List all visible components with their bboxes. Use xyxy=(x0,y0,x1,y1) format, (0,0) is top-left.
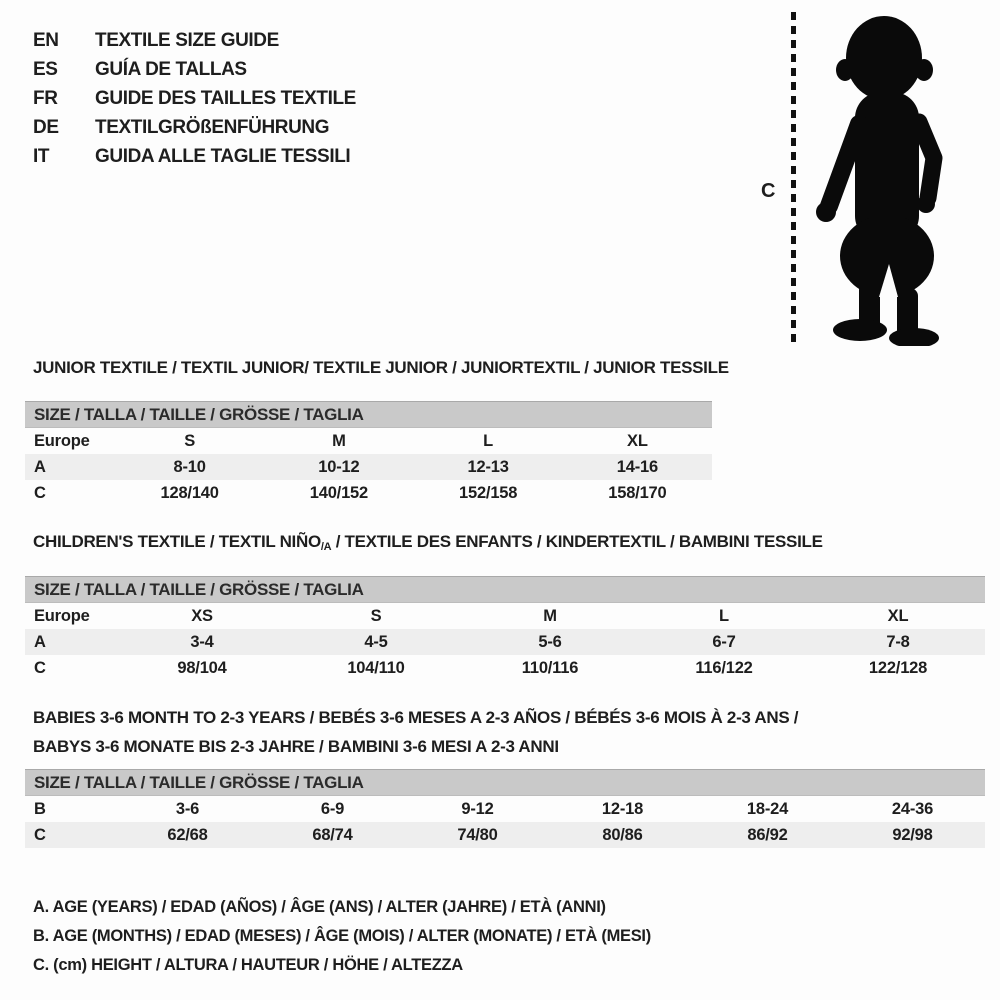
section-title-line1: BABIES 3-6 MONTH TO 2-3 YEARS / BEBÉS 3-6 MESES A 2-3 AÑOS / BÉBÉS 3-6 MOIS À 2-3 ANS / xyxy=(33,708,799,727)
table-row-height xyxy=(25,822,985,848)
section-title-line2: BABYS 3-6 MONATE BIS 2-3 JAHRE / BAMBINI 3-6 MESI A 2-3 ANNI xyxy=(33,737,559,756)
language-code: IT xyxy=(33,145,50,167)
europe-label: Europe xyxy=(34,606,90,625)
size-header-label: SIZE / TALLA / TAILLE / GRÖSSE / TAGLIA xyxy=(34,579,364,599)
legend-line-c: C. (cm) HEIGHT / ALTURA / HAUTEUR / HÖHE / ALTEZZA xyxy=(33,956,463,974)
age-value: 14-16 xyxy=(616,457,658,476)
size-column: XL xyxy=(627,431,648,450)
row-label: C xyxy=(34,483,46,502)
size-header-bar xyxy=(25,769,985,796)
language-title: TEXTILGRÖßENFÜHRUNG xyxy=(95,116,330,138)
legend-line-a: A. AGE (YEARS) / EDAD (AÑOS) / ÂGE (ANS) / ALTER (JAHRE) / ETÀ (ANNI) xyxy=(33,898,606,916)
language-title: GUIDA ALLE TAGLIE TESSILI xyxy=(95,145,351,167)
size-header-label: SIZE / TALLA / TAILLE / GRÖSSE / TAGLIA xyxy=(34,404,364,424)
section-title-babies xyxy=(33,703,833,761)
size-column: L xyxy=(719,606,729,625)
section-title-part: CHILDREN'S TEXTILE / TEXTIL NIÑO xyxy=(33,532,321,551)
table-row-age xyxy=(25,454,712,480)
size-column: S xyxy=(370,606,382,625)
height-value: 116/122 xyxy=(695,658,753,677)
language-row-fr xyxy=(33,84,356,113)
age-value: 12-18 xyxy=(601,799,644,818)
section-title-part: / TEXTILE DES ENFANTS / KINDERTEXTIL / BAMBINI TESSILE xyxy=(331,532,823,551)
babies-size-table xyxy=(25,769,985,848)
language-title: GUÍA DE TALLAS xyxy=(95,58,247,80)
age-value: 6-7 xyxy=(712,632,736,651)
children-size-table xyxy=(25,576,985,681)
height-value: 62/68 xyxy=(167,825,208,844)
language-row-es xyxy=(33,55,356,84)
table-row-height xyxy=(25,480,712,506)
age-value: 3-6 xyxy=(175,799,200,818)
age-value: 3-4 xyxy=(190,632,214,651)
language-code: FR xyxy=(33,87,58,109)
height-value: 122/128 xyxy=(868,658,928,677)
age-value: 24-36 xyxy=(891,799,934,818)
table-row-age-months xyxy=(25,796,985,822)
size-column: L xyxy=(483,431,494,450)
age-value: 5-6 xyxy=(538,632,562,651)
section-title-junior: JUNIOR TEXTILE / TEXTIL JUNIOR/ TEXTILE JUNIOR / JUNIORTEXTIL / JUNIOR TESSILE xyxy=(33,358,729,377)
europe-label: Europe xyxy=(34,431,90,450)
size-column: XS xyxy=(191,606,213,625)
age-value: 9-12 xyxy=(461,799,494,818)
junior-size-table xyxy=(25,401,712,506)
age-value: 6-9 xyxy=(320,799,345,818)
row-label: B xyxy=(34,799,46,818)
height-value: 152/158 xyxy=(459,483,518,502)
baby-figure xyxy=(755,4,973,352)
section-title-children xyxy=(33,532,823,553)
age-value: 12-13 xyxy=(467,457,509,476)
size-header-bar xyxy=(25,401,712,428)
table-row-age xyxy=(25,629,985,655)
language-code: ES xyxy=(33,58,58,80)
table-row-height xyxy=(25,655,985,681)
height-value: 158/170 xyxy=(608,483,667,502)
language-code: EN xyxy=(33,29,59,51)
language-row-en xyxy=(33,26,356,55)
language-row-it xyxy=(33,142,356,171)
height-value: 128/140 xyxy=(160,483,219,502)
age-value: 7-8 xyxy=(886,632,910,651)
baby-silhouette-icon xyxy=(807,6,967,346)
age-value: 18-24 xyxy=(746,799,789,818)
row-label: C xyxy=(34,658,46,677)
size-header-bar xyxy=(25,576,985,603)
height-measure-dashed-line xyxy=(791,12,796,342)
language-title: GUIDE DES TAILLES TEXTILE xyxy=(95,87,356,109)
language-code: DE xyxy=(33,116,59,138)
row-label: C xyxy=(34,825,46,844)
height-value: 68/74 xyxy=(312,825,353,844)
language-title: TEXTILE SIZE GUIDE xyxy=(95,29,279,51)
language-list xyxy=(33,26,356,171)
language-row-de xyxy=(33,113,356,142)
height-value: 92/98 xyxy=(892,825,933,844)
size-column: S xyxy=(184,431,196,450)
height-value: 104/110 xyxy=(347,658,405,677)
size-column: M xyxy=(543,606,557,625)
legend xyxy=(33,893,651,980)
size-column: XL xyxy=(887,606,909,625)
size-header-label: SIZE / TALLA / TAILLE / GRÖSSE / TAGLIA xyxy=(34,772,364,792)
table-header-row xyxy=(25,428,712,454)
row-label: A xyxy=(34,457,46,476)
height-value: 80/86 xyxy=(602,825,643,844)
height-value: 74/80 xyxy=(457,825,498,844)
row-label: A xyxy=(34,632,46,651)
height-value: 86/92 xyxy=(747,825,788,844)
age-value: 10-12 xyxy=(318,457,360,476)
height-value: 98/104 xyxy=(177,658,227,677)
height-value: 140/152 xyxy=(309,483,368,502)
size-column: M xyxy=(332,431,346,450)
section-title-subscript: /A xyxy=(320,541,332,553)
table-header-row xyxy=(25,603,985,629)
age-value: 8-10 xyxy=(173,457,206,476)
height-value: 110/116 xyxy=(521,658,579,677)
height-label-c: C xyxy=(761,180,776,202)
legend-line-b: B. AGE (MONTHS) / EDAD (MESES) / ÂGE (MOIS) / ALTER (MONATE) / ETÀ (MESI) xyxy=(33,927,651,945)
age-value: 4-5 xyxy=(364,632,388,651)
